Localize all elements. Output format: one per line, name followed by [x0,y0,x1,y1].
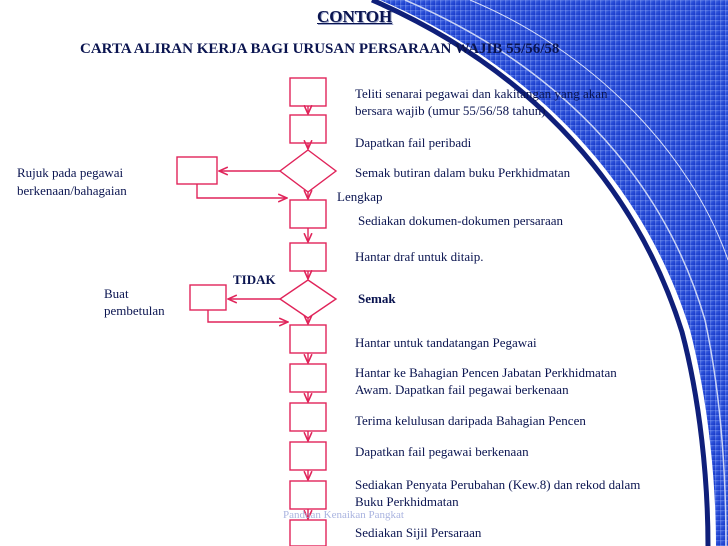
arrow-buat-return [208,310,288,322]
step-box-9 [290,481,326,509]
step-box-1 [290,78,326,106]
step-box-6 [290,364,326,392]
step-text-1b: bersara wajib (umur 55/56/58 tahun) [355,103,546,118]
step-text-1a: Teliti senarai pegawai dan kakitangan yang akan [355,86,608,101]
buat-label-line2: pembetulan [104,303,165,318]
step-text-8: Dapatkan fail pegawai berkenaan [355,444,529,459]
step-box-3 [290,200,326,228]
step-box-2 [290,115,326,143]
step-box-5 [290,325,326,353]
step-box-8 [290,442,326,470]
decision-diamond-1 [280,150,336,192]
decision-label-tidak: TIDAK [233,272,276,287]
footer-text: Panduan Kenaikan Pangkat [283,509,404,521]
step-text-6a: Hantar ke Bahagian Pencen Jabatan Perkhidmatan [355,365,617,380]
step-text-9b: Buku Perkhidmatan [355,494,459,509]
decision-diamond-2 [280,280,336,318]
step-text-6b: Awam. Dapatkan fail pegawai berkenaan [355,382,569,397]
arrow-rujuk-return [197,184,287,198]
page-title: CONTOH [317,7,393,26]
step-text-7: Terima kelulusan daripada Bahagian Pencen [355,413,586,428]
page-subtitle: CARTA ALIRAN KERJA BAGI URUSAN PERSARAAN WAJIB 55/56/58 [80,41,560,57]
step-text-9a: Sediakan Penyata Perubahan (Kew.8) dan rekod dalam [355,477,641,492]
step-text-10: Sediakan Sijil Persaraan [355,525,482,540]
step-box-7 [290,403,326,431]
rujuk-label-line2: berkenaan/bahagaian [17,183,127,198]
side-box-buat [190,285,226,310]
rujuk-label-line1: Rujuk pada pegawai [17,165,124,180]
step-box-10 [290,520,326,546]
step-box-4 [290,243,326,271]
step-text-5: Hantar untuk tandatangan Pegawai [355,335,537,350]
decision-text-2: Semak [358,291,396,306]
side-box-rujuk [177,157,217,184]
decision-text-1: Semak butiran dalam buku Perkhidmatan [355,165,571,180]
step-text-3: Sediakan dokumen-dokumen persaraan [358,213,564,228]
step-text-2: Dapatkan fail peribadi [355,135,472,150]
decision-label-lengkap: Lengkap [337,189,383,204]
step-text-4: Hantar draf untuk ditaip. [355,249,484,264]
buat-label-line1: Buat [104,286,129,301]
